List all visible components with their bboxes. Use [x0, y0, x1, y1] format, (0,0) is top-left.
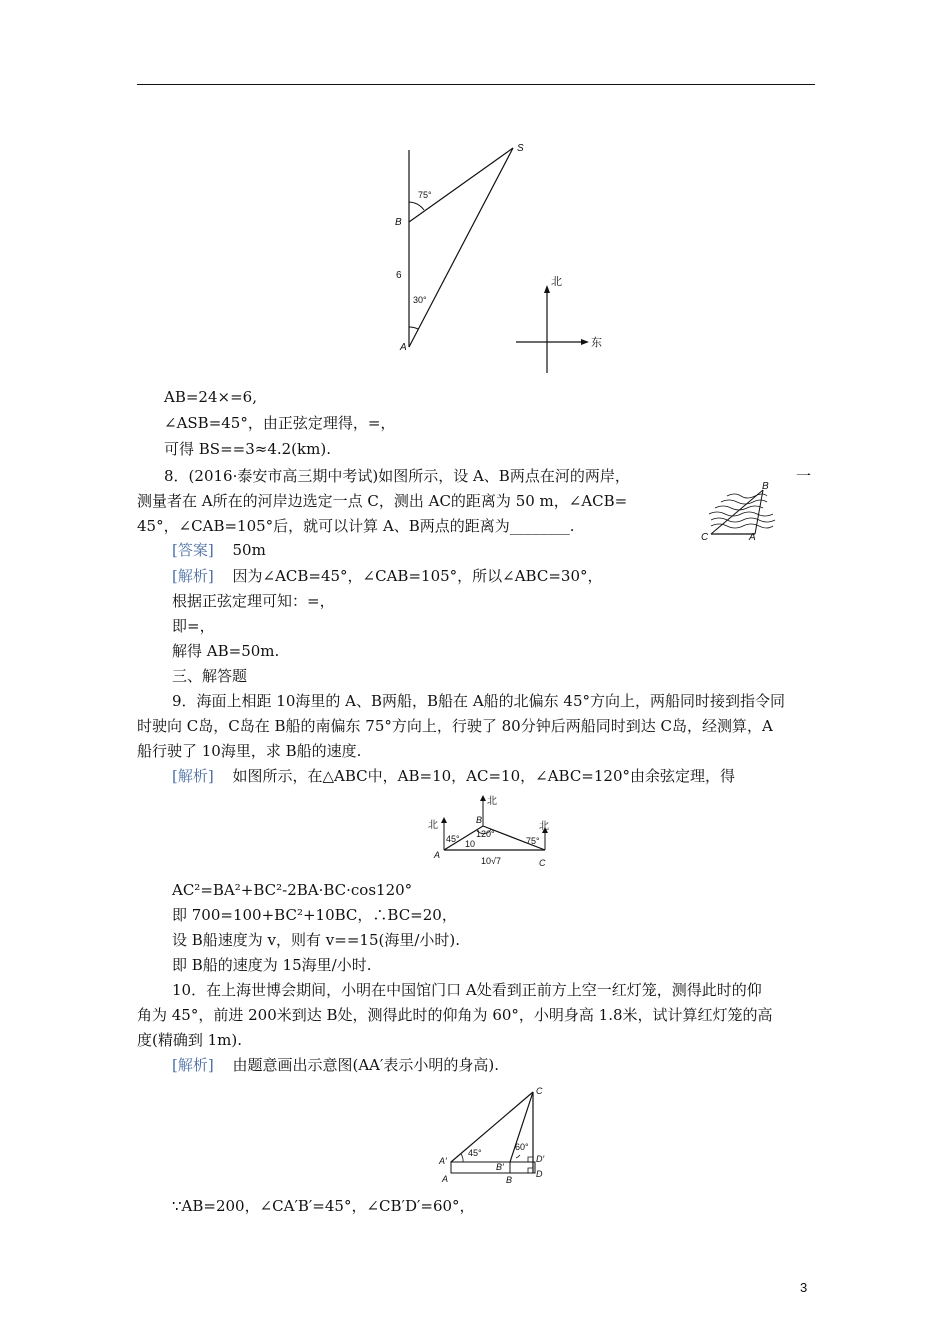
analysis-8-line	[172, 566, 603, 586]
label-north-left: 北	[428, 820, 438, 831]
analysis-tag: [解析]	[172, 767, 214, 785]
label-c: C	[539, 858, 546, 868]
line-bs: 可得 BS==3≈4.2(km).	[164, 440, 331, 458]
final-line: ∵AB=200，∠CA′B′=45°，∠CB′D′=60°，	[172, 1197, 475, 1215]
label-c: C	[536, 1086, 543, 1096]
label-north-top: 北	[487, 796, 497, 807]
problem-8-line-1-end: 一	[796, 467, 812, 485]
answer-tag: [答案]	[172, 541, 214, 559]
figure-triangle-abs	[380, 135, 630, 380]
analysis-text: 如图所示，在△ABC中，AB=10，AC=10，∠ABC=120°由余弦定理，得	[232, 767, 736, 785]
label-45: 45°	[446, 834, 460, 844]
label-75: 75°	[418, 190, 432, 200]
answer-value: 50m	[232, 541, 266, 559]
label-b: B	[506, 1175, 513, 1185]
label-a: A	[434, 850, 441, 860]
line-solve: 解得 AB=50m.	[172, 642, 280, 660]
label-c: C	[701, 532, 709, 543]
label-120: 120°	[476, 829, 495, 839]
figure-lantern	[430, 1082, 555, 1190]
analysis-10-line	[172, 1055, 499, 1075]
label-6: 6	[396, 270, 402, 281]
analysis-text: 由题意画出示意图(AA′表示小明的身高).	[232, 1056, 500, 1074]
problem-10-line-3: 度(精确到 1m).	[137, 1031, 243, 1049]
label-75: 75°	[526, 836, 540, 846]
label-d: D	[536, 1169, 543, 1179]
problem-9-line-3: 船行驶了 10海里，求 B船的速度.	[137, 742, 362, 760]
analysis-tag: [解析]	[172, 567, 214, 585]
label-b: B	[476, 815, 483, 825]
problem-8-line-3: 45°，∠CAB=105°后，就可以计算 A、B两点的距离为________.	[137, 517, 575, 535]
label-east: 东	[591, 337, 602, 349]
formula-4: 即 B船的速度为 15海里/小时.	[172, 956, 372, 974]
label-60: 60°	[515, 1142, 529, 1152]
figure-ships	[425, 790, 565, 872]
label-b-prime: B′	[496, 1162, 504, 1172]
section-heading: 三、解答题	[172, 667, 248, 685]
problem-9-line-1: 9．海面上相距 10海里的 A、B两船，B船在 A船的北偏东 45°方向上，两船同时接到指令同	[172, 692, 786, 710]
label-ab: 10	[465, 839, 476, 849]
analysis-tag: [解析]	[172, 1056, 214, 1074]
formula-1: AC²=BA²+BC²-2BA·BC·cos120°	[172, 881, 413, 899]
analysis-9-line	[172, 766, 735, 786]
figure-river	[697, 478, 787, 546]
line-ab: AB=24×=6,	[164, 388, 257, 406]
label-b: B	[762, 481, 769, 492]
label-b: B	[395, 217, 402, 228]
answer-line	[172, 540, 266, 560]
problem-9-line-2: 时驶向 C岛，C岛在 B船的南偏东 75°方向上，行驶了 80分钟后两船同时到达 C岛，经测算，A	[137, 717, 773, 735]
label-ac: 10√7	[481, 856, 501, 866]
problem-10-line-1: 10．在上海世博会期间，小明在中国馆门口 A处看到正前方上空一红灯笼，测得此时的仰	[172, 981, 762, 999]
label-north-right: 北	[539, 821, 549, 832]
label-s: S	[517, 143, 524, 154]
line-sine-law: 根据正弦定理可知：=，	[172, 592, 335, 610]
line-sine: ∠ASB=45°，由正弦定理得，=，	[164, 414, 396, 432]
analysis-text: 因为∠ACB=45°，∠CAB=105°，所以∠ABC=30°，	[232, 567, 603, 585]
line-ji: 即=，	[172, 617, 215, 635]
problem-10-line-2: 角为 45°，前进 200米到达 B处，测得此时的仰角为 60°，小明身高 1.8米，试计算红灯笼的高	[137, 1006, 773, 1024]
header-rule	[137, 84, 815, 85]
problem-8-line-2: 测量者在 A所在的河岸边选定一点 C，测出 AC的距离为 50 m，∠ACB=	[137, 492, 628, 510]
label-a: A	[749, 532, 756, 543]
label-a-prime: A′	[439, 1156, 447, 1166]
label-d-prime: D′	[536, 1154, 545, 1164]
formula-3: 设 B船速度为 v，则有 v==15(海里/小时).	[172, 931, 461, 949]
label-north: 北	[551, 276, 562, 288]
label-a: A	[442, 1174, 449, 1184]
problem-8-line-1: 8．(2016·泰安市高三期中考试)如图所示，设 A、B两点在河的两岸，	[164, 467, 630, 485]
label-45: 45°	[468, 1148, 482, 1158]
formula-2: 即 700=100+BC²+10BC，∴BC=20，	[172, 906, 457, 924]
label-a: A	[400, 342, 407, 353]
label-30: 30°	[413, 295, 427, 305]
page-number: 3	[800, 1280, 808, 1295]
